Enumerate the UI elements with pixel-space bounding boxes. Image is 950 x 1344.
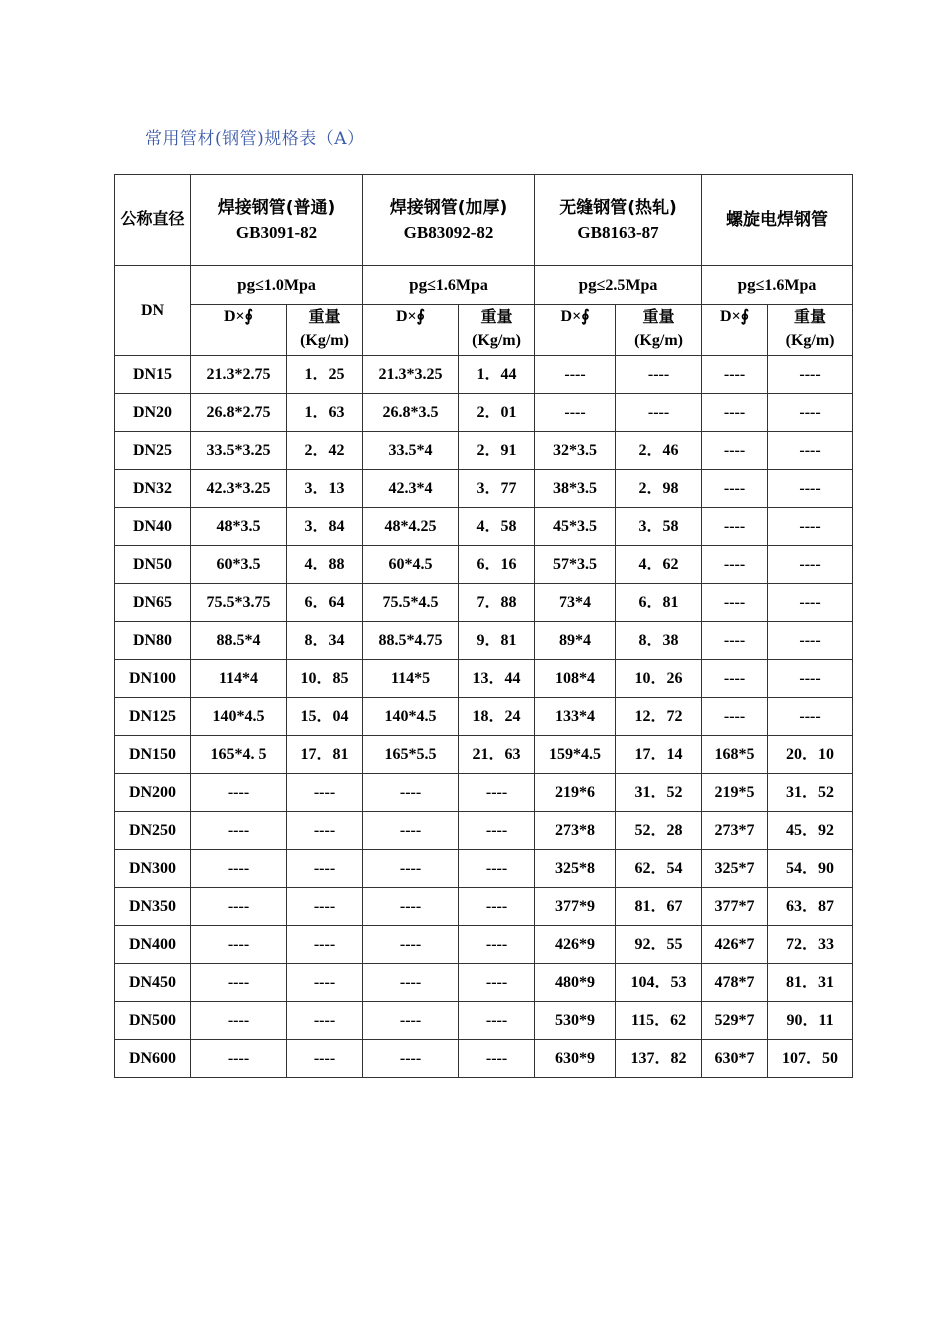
- table-cell: 3．58: [616, 508, 702, 546]
- table-cell: 26.8*3.5: [363, 394, 459, 432]
- table-cell: 1．63: [287, 394, 363, 432]
- table-cell: 21.3*2.75: [191, 356, 287, 394]
- table-cell: ----: [702, 660, 768, 698]
- header-row-columns: [115, 305, 853, 356]
- col-header-weight: 重量 (Kg/m): [459, 305, 535, 356]
- table-cell: 8．38: [616, 622, 702, 660]
- table-cell: 377*7: [702, 888, 768, 926]
- table-cell: ----: [768, 432, 853, 470]
- table-cell: 6．81: [616, 584, 702, 622]
- table-cell: 88.5*4.75: [363, 622, 459, 660]
- table-cell: 33.5*3.25: [191, 432, 287, 470]
- table-row: [115, 812, 853, 850]
- table-cell: ----: [191, 812, 287, 850]
- table-cell: 4．62: [616, 546, 702, 584]
- table-cell: 4．58: [459, 508, 535, 546]
- table-row: [115, 926, 853, 964]
- table-cell: 17．81: [287, 736, 363, 774]
- table-cell: 273*7: [702, 812, 768, 850]
- table-cell: ----: [191, 888, 287, 926]
- table-cell: 21.3*3.25: [363, 356, 459, 394]
- table-cell: 2．91: [459, 432, 535, 470]
- table-cell: ----: [459, 774, 535, 812]
- table-cell: 18．24: [459, 698, 535, 736]
- table-cell: 115．62: [616, 1002, 702, 1040]
- dn-cell: DN15: [115, 356, 191, 394]
- table-cell: 63．87: [768, 888, 853, 926]
- table-row: [115, 736, 853, 774]
- header-group-1: [363, 175, 535, 266]
- table-cell: 108*4: [535, 660, 616, 698]
- table-cell: 32*3.5: [535, 432, 616, 470]
- table-cell: ----: [768, 660, 853, 698]
- table-cell: 140*4.5: [363, 698, 459, 736]
- table-cell: ----: [768, 356, 853, 394]
- table-cell: ----: [191, 964, 287, 1002]
- table-cell: ----: [191, 1002, 287, 1040]
- table-cell: 75.5*4.5: [363, 584, 459, 622]
- header-group-0: [191, 175, 363, 266]
- col-header-weight: 重量 (Kg/m): [616, 305, 702, 356]
- pressure-rating-1: pg≤1.6Mpa: [363, 266, 535, 305]
- table-cell: ----: [287, 1040, 363, 1078]
- dn-cell: DN65: [115, 584, 191, 622]
- table-cell: 57*3.5: [535, 546, 616, 584]
- table-row: [115, 698, 853, 736]
- table-cell: ----: [459, 812, 535, 850]
- document-title: 常用管材(钢管)规格表（A）: [145, 129, 365, 149]
- table-cell: 48*3.5: [191, 508, 287, 546]
- table-cell: ----: [702, 432, 768, 470]
- table-cell: ----: [287, 850, 363, 888]
- header-row-pressure: [115, 266, 853, 305]
- table-cell: ----: [363, 812, 459, 850]
- pressure-rating-0: pg≤1.0Mpa: [191, 266, 363, 305]
- table-cell: 2．46: [616, 432, 702, 470]
- dn-cell: DN32: [115, 470, 191, 508]
- table-row: [115, 850, 853, 888]
- table-cell: 88.5*4: [191, 622, 287, 660]
- table-cell: ----: [459, 888, 535, 926]
- table-cell: 52．28: [616, 812, 702, 850]
- table-cell: 168*5: [702, 736, 768, 774]
- table-row: [115, 584, 853, 622]
- header-dn: DN: [115, 266, 191, 356]
- table-cell: ----: [363, 888, 459, 926]
- table-cell: ----: [287, 888, 363, 926]
- table-cell: ----: [768, 508, 853, 546]
- table-cell: ----: [459, 964, 535, 1002]
- dn-cell: DN500: [115, 1002, 191, 1040]
- table-cell: 6．16: [459, 546, 535, 584]
- table-cell: 325*7: [702, 850, 768, 888]
- table-row: [115, 660, 853, 698]
- group-standard: GB8163-87: [577, 222, 659, 242]
- table-cell: ----: [702, 698, 768, 736]
- table-cell: ----: [287, 926, 363, 964]
- table-cell: 3．77: [459, 470, 535, 508]
- table-cell: 630*7: [702, 1040, 768, 1078]
- table-cell: 9．81: [459, 622, 535, 660]
- table-cell: ----: [191, 926, 287, 964]
- header-group-2: [535, 175, 702, 266]
- col-header-dimension: D×∮: [535, 305, 616, 356]
- dn-cell: DN25: [115, 432, 191, 470]
- pipe-spec-table: [114, 174, 853, 1078]
- table-cell: 114*4: [191, 660, 287, 698]
- table-row: [115, 394, 853, 432]
- table-cell: 6．64: [287, 584, 363, 622]
- pressure-rating-2: pg≤2.5Mpa: [535, 266, 702, 305]
- table-cell: ----: [191, 774, 287, 812]
- table-row: [115, 470, 853, 508]
- table-cell: 12．72: [616, 698, 702, 736]
- table-cell: ----: [459, 1040, 535, 1078]
- table-cell: 21．63: [459, 736, 535, 774]
- table-cell: 75.5*3.75: [191, 584, 287, 622]
- table-cell: ----: [702, 622, 768, 660]
- table-cell: ----: [535, 356, 616, 394]
- table-cell: 15．04: [287, 698, 363, 736]
- table-row: [115, 1002, 853, 1040]
- dn-cell: DN400: [115, 926, 191, 964]
- table-cell: ----: [535, 394, 616, 432]
- table-cell: ----: [363, 774, 459, 812]
- table-cell: 48*4.25: [363, 508, 459, 546]
- table-cell: 81．31: [768, 964, 853, 1002]
- table-cell: 107．50: [768, 1040, 853, 1078]
- table-row: [115, 1040, 853, 1078]
- group-name: 螺旋电焊钢管: [726, 209, 829, 230]
- table-cell: 7．88: [459, 584, 535, 622]
- table-cell: ----: [702, 546, 768, 584]
- dn-cell: DN150: [115, 736, 191, 774]
- table-cell: 45．92: [768, 812, 853, 850]
- table-row: [115, 888, 853, 926]
- table-row: [115, 508, 853, 546]
- dn-cell: DN125: [115, 698, 191, 736]
- table-cell: 165*5.5: [363, 736, 459, 774]
- dn-cell: DN100: [115, 660, 191, 698]
- group-name: 无缝钢管(热轧): [559, 197, 677, 218]
- col-header-dimension: D×∮: [191, 305, 287, 356]
- table-cell: ----: [287, 1002, 363, 1040]
- table-cell: 530*9: [535, 1002, 616, 1040]
- table-cell: 104．53: [616, 964, 702, 1002]
- table-cell: ----: [616, 356, 702, 394]
- table-cell: 54．90: [768, 850, 853, 888]
- table-cell: ----: [459, 1002, 535, 1040]
- dn-cell: DN20: [115, 394, 191, 432]
- table-cell: 60*3.5: [191, 546, 287, 584]
- table-cell: ----: [768, 584, 853, 622]
- table-cell: 81．67: [616, 888, 702, 926]
- header-row-groups: [115, 175, 853, 266]
- table-cell: ----: [287, 812, 363, 850]
- table-cell: ----: [768, 698, 853, 736]
- table-cell: 2．98: [616, 470, 702, 508]
- table-cell: 42.3*4: [363, 470, 459, 508]
- table-row: [115, 546, 853, 584]
- dn-cell: DN80: [115, 622, 191, 660]
- table-cell: 273*8: [535, 812, 616, 850]
- table-cell: 480*9: [535, 964, 616, 1002]
- table-cell: ----: [363, 1040, 459, 1078]
- table-cell: ----: [459, 926, 535, 964]
- table-cell: ----: [287, 964, 363, 1002]
- table-cell: ----: [191, 1040, 287, 1078]
- table-cell: 529*7: [702, 1002, 768, 1040]
- table-cell: 114*5: [363, 660, 459, 698]
- table-cell: ----: [616, 394, 702, 432]
- table-cell: 325*8: [535, 850, 616, 888]
- group-name: 焊接钢管(加厚): [389, 197, 508, 218]
- table-row: [115, 622, 853, 660]
- table-cell: 90．11: [768, 1002, 853, 1040]
- table-row: [115, 356, 853, 394]
- table-cell: ----: [702, 394, 768, 432]
- table-cell: 137．82: [616, 1040, 702, 1078]
- table-cell: 3．84: [287, 508, 363, 546]
- table-cell: 62．54: [616, 850, 702, 888]
- group-standard: GB3091-82: [235, 222, 318, 242]
- table-cell: 13．44: [459, 660, 535, 698]
- table-cell: ----: [702, 508, 768, 546]
- table-cell: ----: [191, 850, 287, 888]
- group-name: 焊接钢管(普通): [217, 197, 336, 218]
- table-cell: 10．26: [616, 660, 702, 698]
- dn-cell: DN200: [115, 774, 191, 812]
- table-row: [115, 964, 853, 1002]
- table-cell: ----: [287, 774, 363, 812]
- table-cell: 4．88: [287, 546, 363, 584]
- table-cell: ----: [702, 470, 768, 508]
- table-cell: ----: [363, 1002, 459, 1040]
- dn-cell: DN50: [115, 546, 191, 584]
- table-cell: 1．25: [287, 356, 363, 394]
- table-cell: 38*3.5: [535, 470, 616, 508]
- table-cell: 426*9: [535, 926, 616, 964]
- dn-cell: DN300: [115, 850, 191, 888]
- table-cell: 10．85: [287, 660, 363, 698]
- table-cell: 72．33: [768, 926, 853, 964]
- table-cell: ----: [768, 394, 853, 432]
- table-cell: ----: [363, 850, 459, 888]
- table-row: [115, 432, 853, 470]
- table-row: [115, 774, 853, 812]
- table-cell: 426*7: [702, 926, 768, 964]
- table-cell: ----: [459, 850, 535, 888]
- table-cell: 159*4.5: [535, 736, 616, 774]
- dn-cell: DN600: [115, 1040, 191, 1078]
- group-standard: GB83092-82: [403, 222, 494, 242]
- table-cell: 165*4. 5: [191, 736, 287, 774]
- table-cell: 92．55: [616, 926, 702, 964]
- table-cell: 3．13: [287, 470, 363, 508]
- table-cell: 26.8*2.75: [191, 394, 287, 432]
- table-cell: 219*6: [535, 774, 616, 812]
- table-cell: 89*4: [535, 622, 616, 660]
- table-cell: 2．42: [287, 432, 363, 470]
- table-cell: 60*4.5: [363, 546, 459, 584]
- col-header-weight: 重量 (Kg/m): [768, 305, 853, 356]
- col-header-dimension: D×∮: [363, 305, 459, 356]
- table-cell: ----: [768, 546, 853, 584]
- table-cell: 140*4.5: [191, 698, 287, 736]
- table-cell: 2．01: [459, 394, 535, 432]
- table-cell: ----: [363, 926, 459, 964]
- table-cell: ----: [768, 622, 853, 660]
- dn-cell: DN350: [115, 888, 191, 926]
- table-cell: 219*5: [702, 774, 768, 812]
- table-cell: 31．52: [768, 774, 853, 812]
- header-nominal-diameter: 公称直径: [115, 175, 191, 266]
- table-cell: ----: [702, 584, 768, 622]
- table-cell: 1．44: [459, 356, 535, 394]
- pressure-rating-3: pg≤1.6Mpa: [702, 266, 853, 305]
- table-cell: 478*7: [702, 964, 768, 1002]
- table-cell: 377*9: [535, 888, 616, 926]
- dn-cell: DN450: [115, 964, 191, 1002]
- table-cell: ----: [768, 470, 853, 508]
- table-cell: ----: [702, 356, 768, 394]
- col-header-dimension: D×∮: [702, 305, 768, 356]
- header-group-3: [702, 175, 853, 266]
- dn-cell: DN40: [115, 508, 191, 546]
- table-cell: 630*9: [535, 1040, 616, 1078]
- table-cell: 33.5*4: [363, 432, 459, 470]
- table-cell: 42.3*3.25: [191, 470, 287, 508]
- table-cell: 45*3.5: [535, 508, 616, 546]
- table-cell: 17．14: [616, 736, 702, 774]
- col-header-weight: 重量 (Kg/m): [287, 305, 363, 356]
- table-cell: 73*4: [535, 584, 616, 622]
- table-cell: ----: [363, 964, 459, 1002]
- table-cell: 133*4: [535, 698, 616, 736]
- table-cell: 31．52: [616, 774, 702, 812]
- table-cell: 8．34: [287, 622, 363, 660]
- dn-cell: DN250: [115, 812, 191, 850]
- table-cell: 20．10: [768, 736, 853, 774]
